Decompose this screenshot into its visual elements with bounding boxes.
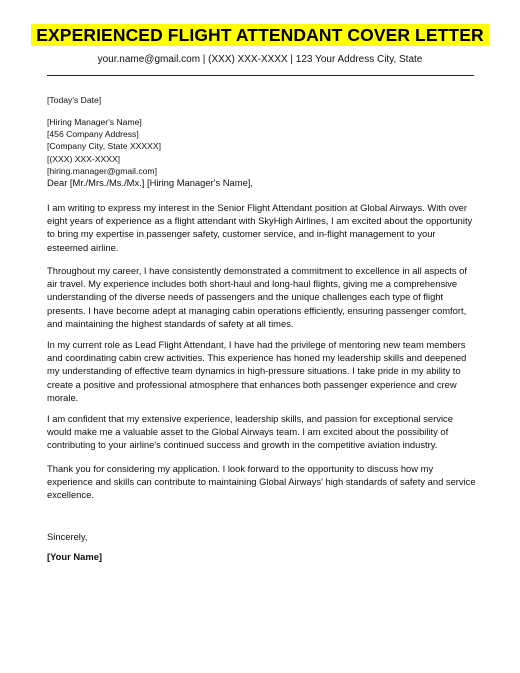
recipient-address: [456 Company Address] xyxy=(47,129,139,140)
recipient-email: [hiring.manager@gmail.com] xyxy=(47,165,157,176)
paragraph-text: Thank you for considering my application. I look forward to the opportunity to discuss how my experience and skills can contribute to maintaining Global Airways' high standards of safety and service excellence. xyxy=(47,463,476,501)
paragraph-2 xyxy=(47,264,477,330)
paragraph-4 xyxy=(47,412,477,452)
paragraph-text: In my current role as Lead Flight Attendant, I have had the privilege of mentoring new team members and coordinating cabin crew activities. This experience has honed my leadership skills and deepened my understanding of effective team dynamics in high-pressure situations. I take pride in my ability to create a positive and professional atmosphere that enhances both passenger experience and crew morale. xyxy=(47,339,467,403)
recipient-phone: [(XXX) XXX-XXXX] xyxy=(47,153,121,164)
contact-line: your.name@gmail.com | (XXX) XXX-XXXX | 123 Your Address City, State xyxy=(97,54,423,65)
paragraph-text: Throughout my career, I have consistently demonstrated a commitment to excellence in all aspects of air travel. My experience includes both short-haul and long-haul flights, giving me a comprehensive understanding of the diverse needs of passengers and the unique challenges each type of flight presents. I have become adept at managing cabin operations efficiently, ensuring passenger comfort, and maintaining the highest standards of safety at all times. xyxy=(47,265,467,329)
date-line: [Today's Date] xyxy=(47,95,102,105)
paragraph-text: I am confident that my extensive experience, leadership skills, and passion for exceptional service would make me a valuable asset to the Global Airways team. I am excited about the possibility of contributing to your airline's continued success and growth in the competitive aviation industry. xyxy=(47,413,453,451)
recipient-name: [Hiring Manager's Name] xyxy=(47,117,142,127)
header-divider xyxy=(47,75,474,76)
closing: Sincerely, xyxy=(47,531,88,542)
paragraph-3 xyxy=(47,338,477,404)
paragraph-1 xyxy=(47,201,477,254)
salutation: Dear [Mr./Mrs./Ms./Mx.] [Hiring Manager's Name], xyxy=(47,177,253,188)
recipient-city-state: [Company City, State XXXXX] xyxy=(47,141,161,152)
paragraph-5 xyxy=(47,462,477,502)
signature: [Your Name] xyxy=(47,551,103,562)
title-container xyxy=(0,24,520,46)
recipient-block xyxy=(47,116,477,177)
document-title: EXPERIENCED FLIGHT ATTENDANT COVER LETTER xyxy=(31,24,488,46)
paragraph-text: I am writing to express my interest in the Senior Flight Attendant position at Global Airways. With over eight years of experience as a flight attendant with SkyHigh Airlines, I am excited about the opportunity to bring my expertise in passenger safety, customer service, and in-flight management to your esteemed airline. xyxy=(47,202,473,253)
